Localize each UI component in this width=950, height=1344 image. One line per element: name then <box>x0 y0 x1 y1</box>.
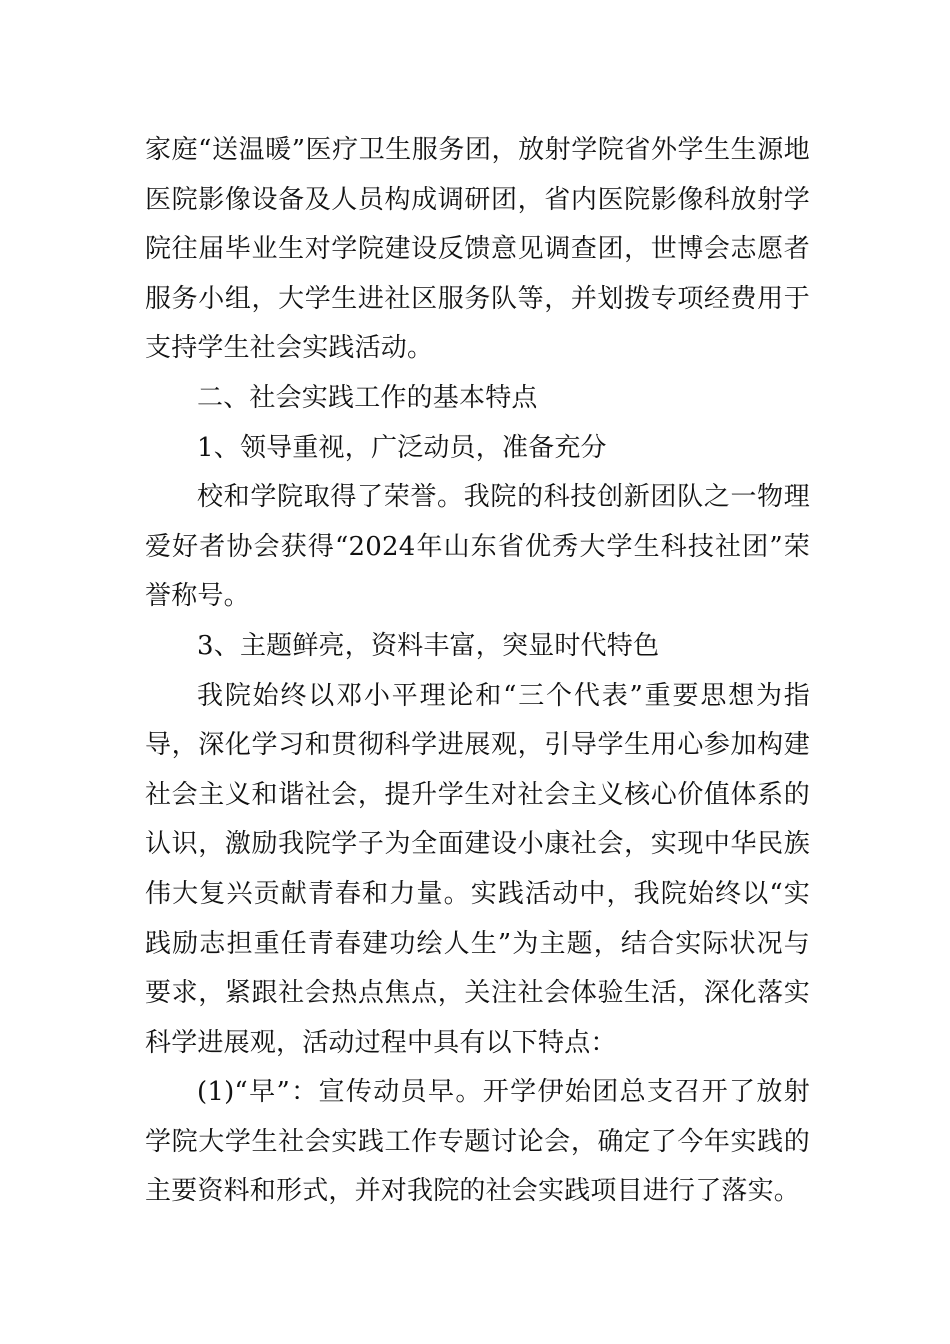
paragraph-honor: 校和学院取得了荣誉。我院的科技创新团队之一物理爱好者协会获得“2024年山东省优秀大学生科技社团”荣誉称号。 <box>145 482 810 612</box>
paragraph-continuation: 家庭“送温暖”医疗卫生服务团，放射学院省外学生生源地医院影像设备及人员构成调研团，省内医院影像科放射学院往届毕业生对学院建设反馈意见调查团，世博会志愿者服务小组，大学生进社区服务队等，并划拨专项经费用于支持学生社会实践活动。 <box>145 135 810 364</box>
subsection-heading-1: 1、领导重视，广泛动员，准备充分 <box>197 432 607 463</box>
subsection-heading-3: 3、主题鲜亮，资料丰富，突显时代特色 <box>197 630 660 661</box>
section-heading: 二、社会实践工作的基本特点 <box>197 382 538 413</box>
paragraph-early: (1)“早”：宣传动员早。开学伊始团总支召开了放射学院大学生社会实践工作专题讨论会，确定了今年实践的主要资料和形式，并对我院的社会实践项目进行了落实。 <box>145 1077 810 1207</box>
paragraph-theme: 我院始终以邓小平理论和“三个代表”重要思想为指导，深化学习和贯彻科学进展观，引导学生用心参加构建社会主义和谐社会，提升学生对社会主义核心价值体系的认识，激励我院学子为全面建设小康社会，实现中华民族伟大复兴贡献青春和力量。实践活动中，我院始终以“实践励志担重任青春建功绘人生”为主题，结合实际状况与要求，紧跟社会热点焦点，关注社会体验生活，深化落实科学进展观，活动过程中具有以下特点： <box>145 680 810 1058</box>
document-body <box>145 126 810 1217</box>
